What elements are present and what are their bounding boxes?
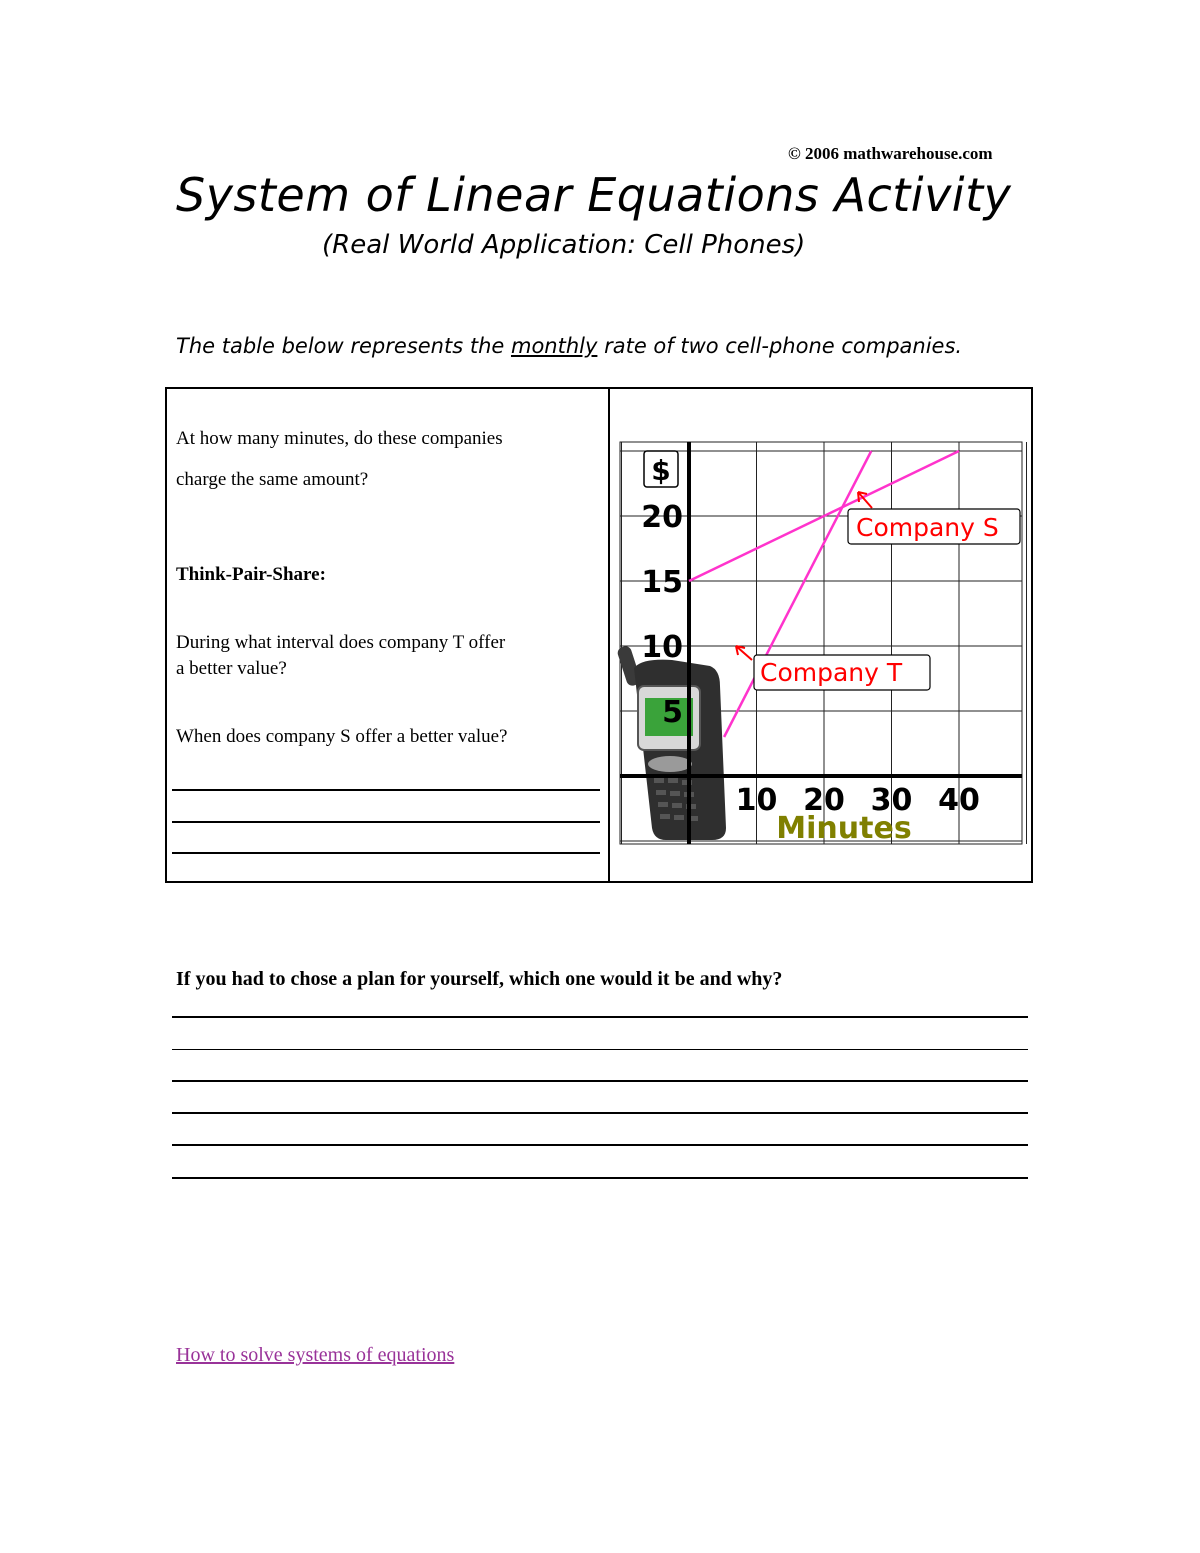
y-tick-label: 15 [641, 565, 683, 600]
y-tick-label: 20 [641, 500, 683, 535]
question-company-s: When does company S offer a better value? [176, 726, 508, 747]
answer-line[interactable] [172, 821, 600, 823]
answer-line[interactable] [172, 1177, 1028, 1179]
answer-line[interactable] [172, 852, 600, 854]
series-label-company-t-text: Company T [760, 658, 903, 687]
series-label-company-s-text: Company S [856, 513, 999, 542]
x-axis-label: Minutes [776, 811, 912, 846]
page-subtitle: (Real World Application: Cell Phones) [322, 230, 806, 260]
y-tick-label: 5 [662, 695, 683, 730]
cost-chart [612, 436, 1032, 848]
intro-before: The table below represents the [176, 334, 511, 358]
question-company-t-line1: During what interval does company T offer [176, 632, 506, 653]
x-tick-label: 40 [938, 783, 980, 818]
copyright-notice: © 2006 mathwarehouse.com [788, 144, 993, 163]
intro-after: rate of two cell-phone companies. [597, 334, 963, 358]
solve-systems-link[interactable]: How to solve systems of equations [176, 1344, 455, 1366]
answer-line[interactable] [172, 1016, 1028, 1018]
y-axis-label: $ [651, 454, 671, 487]
answer-line[interactable] [172, 1049, 1028, 1050]
question-company-t-line2: a better value? [176, 658, 287, 679]
intro-sentence [176, 334, 962, 358]
y-tick-label: 10 [641, 630, 683, 665]
answer-line[interactable] [172, 1144, 1028, 1146]
page-title: System of Linear Equations Activity [176, 168, 1012, 222]
intro-emphasis: monthly [510, 334, 598, 358]
think-pair-share-heading: Think-Pair-Share: [176, 564, 326, 585]
answer-line[interactable] [172, 1112, 1028, 1114]
x-tick-label: 30 [870, 783, 913, 818]
x-tick-label: 10 [735, 783, 778, 818]
table-divider [608, 387, 610, 883]
x-tick-label: 20 [803, 783, 845, 818]
answer-line[interactable] [172, 789, 600, 791]
answer-line[interactable] [172, 1080, 1028, 1082]
question-same-amount-line2: charge the same amount? [176, 469, 369, 490]
question-choose-plan: If you had to chose a plan for yourself, which one would it be and why? [176, 968, 783, 990]
question-same-amount-line1: At how many minutes, do these companies [176, 428, 503, 449]
